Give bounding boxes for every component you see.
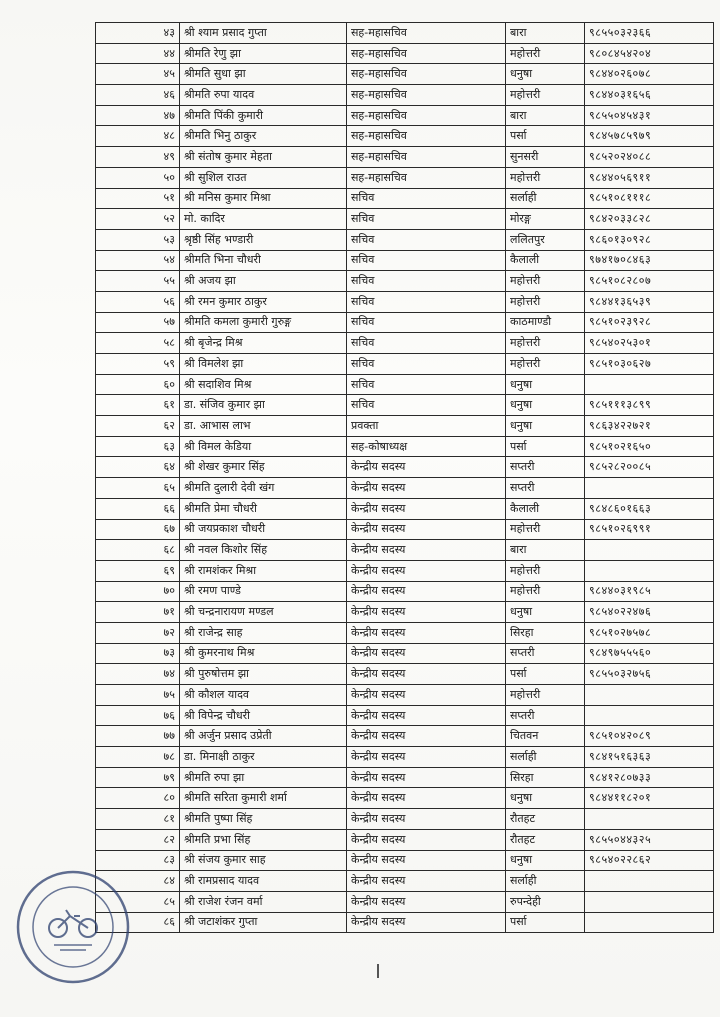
row-number: ७० (96, 581, 180, 602)
table-row (96, 540, 714, 561)
table-row (96, 23, 714, 44)
table-row (96, 747, 714, 768)
margin-mark (377, 964, 379, 978)
member-district: रौतहट (506, 829, 585, 850)
member-name: श्री अजय झा (180, 271, 347, 292)
row-number: ८४ (96, 871, 180, 892)
row-number: ५५ (96, 271, 180, 292)
row-number: ४८ (96, 126, 180, 147)
table-row (96, 891, 714, 912)
member-phone: ९८४४०३१९८५ (585, 581, 714, 602)
table-row (96, 250, 714, 271)
member-district: महोत्तरी (506, 333, 585, 354)
table-row (96, 395, 714, 416)
member-phone: ९८४८६०१६६३ (585, 498, 714, 519)
row-number: ६१ (96, 395, 180, 416)
table-row (96, 354, 714, 375)
table-row (96, 602, 714, 623)
member-district: सप्तरी (506, 457, 585, 478)
member-position: केन्द्रीय सदस्य (347, 829, 506, 850)
row-number: ८२ (96, 829, 180, 850)
member-district: महोत्तरी (506, 685, 585, 706)
member-district: महोत्तरी (506, 519, 585, 540)
member-district: महोत्तरी (506, 560, 585, 581)
member-district: सप्तरी (506, 705, 585, 726)
member-position: केन्द्रीय सदस्य (347, 912, 506, 933)
member-phone (585, 685, 714, 706)
member-name: श्रीमति सुधा झा (180, 64, 347, 85)
member-district: चितवन (506, 726, 585, 747)
member-name: श्री बृजेन्द्र मिश्र (180, 333, 347, 354)
member-position: सह-महासचिव (347, 43, 506, 64)
member-position: केन्द्रीय सदस्य (347, 705, 506, 726)
table-row (96, 188, 714, 209)
table-row (96, 622, 714, 643)
member-name: डा. मिनाक्षी ठाकुर (180, 747, 347, 768)
member-name: श्री सुशिल राउत (180, 167, 347, 188)
row-number: ५४ (96, 250, 180, 271)
member-name: श्रीमति रेणु झा (180, 43, 347, 64)
member-position: सचिव (347, 188, 506, 209)
member-district: धनुषा (506, 788, 585, 809)
member-position: केन्द्रीय सदस्य (347, 457, 506, 478)
table-row (96, 271, 714, 292)
row-number: ६० (96, 374, 180, 395)
member-phone: ९८४१५१६३६३ (585, 747, 714, 768)
member-position: सचिव (347, 209, 506, 230)
row-number: ७६ (96, 705, 180, 726)
member-name: श्री रमन कुमार ठाकुर (180, 291, 347, 312)
row-number: ४९ (96, 147, 180, 168)
table-row (96, 167, 714, 188)
member-district: कैलाली (506, 250, 585, 271)
member-district: पर्सा (506, 126, 585, 147)
member-district: सिरहा (506, 767, 585, 788)
member-position: सह-महासचिव (347, 85, 506, 106)
table-row (96, 829, 714, 850)
member-district: पर्सा (506, 664, 585, 685)
member-position: सचिव (347, 333, 506, 354)
row-number: ६७ (96, 519, 180, 540)
table-row (96, 457, 714, 478)
member-name: श्री कुमरनाथ मिश्र (180, 643, 347, 664)
member-name: श्री रामशंकर मिश्रा (180, 560, 347, 581)
member-name: श्री राजेश रंजन वर्मा (180, 891, 347, 912)
table-row (96, 64, 714, 85)
table-row (96, 416, 714, 437)
member-phone: ९८५१०२७५७८ (585, 622, 714, 643)
member-phone: ९८४४१३६५३९ (585, 291, 714, 312)
member-district: पर्सा (506, 912, 585, 933)
member-name: डा. संजिव कुमार झा (180, 395, 347, 416)
row-number: ८५ (96, 891, 180, 912)
row-number: ७५ (96, 685, 180, 706)
member-district: सप्तरी (506, 478, 585, 499)
member-name: श्रीमति भिनु ठाकुर (180, 126, 347, 147)
row-number: ७४ (96, 664, 180, 685)
row-number: ५२ (96, 209, 180, 230)
member-position: केन्द्रीय सदस्य (347, 622, 506, 643)
member-name: श्रीमति दुलारी देवी खंग (180, 478, 347, 499)
member-name: श्री शेखर कुमार सिंह (180, 457, 347, 478)
table-row (96, 147, 714, 168)
table-row (96, 850, 714, 871)
row-number: ७१ (96, 602, 180, 623)
member-position: सचिव (347, 395, 506, 416)
member-phone: ९८५१०२१६५० (585, 436, 714, 457)
member-name: श्रीमति रुपा झा (180, 767, 347, 788)
member-phone: ९८५४०२२८६२ (585, 850, 714, 871)
member-district: धनुषा (506, 850, 585, 871)
row-number: ७८ (96, 747, 180, 768)
member-name: श्रीमति पिंकी कुमारी (180, 105, 347, 126)
member-phone: ९८५१०८२८०७ (585, 271, 714, 292)
table-row (96, 705, 714, 726)
member-name: श्री अर्जुन प्रसाद उप्रेती (180, 726, 347, 747)
member-position: सह-महासचिव (347, 105, 506, 126)
member-phone: ९८५२८२००८५ (585, 457, 714, 478)
table-row (96, 809, 714, 830)
row-number: ५० (96, 167, 180, 188)
member-name: श्रीमति कमला कुमारी गुरुङ्ग (180, 312, 347, 333)
row-number: ७७ (96, 726, 180, 747)
row-number: ८१ (96, 809, 180, 830)
row-number: ६२ (96, 416, 180, 437)
member-district: महोत्तरी (506, 43, 585, 64)
table-row (96, 643, 714, 664)
row-number: ७२ (96, 622, 180, 643)
row-number: ५८ (96, 333, 180, 354)
member-position: केन्द्रीय सदस्य (347, 478, 506, 499)
member-position: सह-महासचिव (347, 23, 506, 44)
member-position: केन्द्रीय सदस्य (347, 809, 506, 830)
member-name: मो. कादिर (180, 209, 347, 230)
member-position: सह-महासचिव (347, 64, 506, 85)
member-phone: ९८५१०२६९९१ (585, 519, 714, 540)
member-position: केन्द्रीय सदस्य (347, 767, 506, 788)
table-row (96, 767, 714, 788)
row-number: ८३ (96, 850, 180, 871)
member-name: श्री विमल केडिया (180, 436, 347, 457)
member-district: महोत्तरी (506, 581, 585, 602)
member-phone (585, 374, 714, 395)
table-row (96, 788, 714, 809)
member-district: सिरहा (506, 622, 585, 643)
member-position: सह-महासचिव (347, 147, 506, 168)
row-number: ८० (96, 788, 180, 809)
member-district: सर्लाही (506, 188, 585, 209)
member-phone (585, 912, 714, 933)
table-row (96, 229, 714, 250)
member-position: सचिव (347, 374, 506, 395)
member-phone: ९८४४०३१६५६ (585, 85, 714, 106)
member-phone (585, 871, 714, 892)
table-row (96, 685, 714, 706)
member-position: केन्द्रीय सदस्य (347, 891, 506, 912)
member-name: डा. आभास लाभ (180, 416, 347, 437)
member-position: सह-महासचिव (347, 126, 506, 147)
table-row (96, 560, 714, 581)
member-table (95, 22, 714, 933)
table-row (96, 333, 714, 354)
member-name: श्री चन्द्रनारायण मण्डल (180, 602, 347, 623)
member-phone: ९८५१०४२०८९ (585, 726, 714, 747)
member-position: केन्द्रीय सदस्य (347, 788, 506, 809)
table-row (96, 871, 714, 892)
member-district: महोत्तरी (506, 354, 585, 375)
member-district: सर्लाही (506, 871, 585, 892)
member-position: केन्द्रीय सदस्य (347, 747, 506, 768)
member-position: केन्द्रीय सदस्य (347, 540, 506, 561)
member-phone: ९८५२०२४०८८ (585, 147, 714, 168)
party-seal-stamp (14, 868, 132, 986)
table-row (96, 312, 714, 333)
member-phone: ९७४१७०८४६३ (585, 250, 714, 271)
member-phone: ९८५५०४५४३१ (585, 105, 714, 126)
row-number: ५३ (96, 229, 180, 250)
member-phone: ९८४१२८०७३३ (585, 767, 714, 788)
table-row (96, 498, 714, 519)
member-district: धनुषा (506, 395, 585, 416)
member-phone: ९८५१११३८९९ (585, 395, 714, 416)
row-number: ४३ (96, 23, 180, 44)
member-position: केन्द्रीय सदस्य (347, 643, 506, 664)
member-district: सर्लाही (506, 747, 585, 768)
member-phone: ९८०८४५४२०४ (585, 43, 714, 64)
row-number: ५६ (96, 291, 180, 312)
member-position: सचिव (347, 312, 506, 333)
member-position: सचिव (347, 271, 506, 292)
member-position: केन्द्रीय सदस्य (347, 664, 506, 685)
member-name: श्री राजेन्द्र साह (180, 622, 347, 643)
member-phone: ९८५१०३०६२७ (585, 354, 714, 375)
member-name: श्रीमति रुपा यादव (180, 85, 347, 106)
member-name: श्री जयप्रकाश चौधरी (180, 519, 347, 540)
member-name: श्री रामप्रसाद यादव (180, 871, 347, 892)
member-position: सचिव (347, 354, 506, 375)
member-phone: ९८५४०२५३०१ (585, 333, 714, 354)
member-position: केन्द्रीय सदस्य (347, 560, 506, 581)
member-name: श्री पुरुषोत्तम झा (180, 664, 347, 685)
table-row (96, 478, 714, 499)
member-district: महोत्तरी (506, 271, 585, 292)
member-name: श्रीमति प्रभा सिंह (180, 829, 347, 850)
table-row (96, 726, 714, 747)
table-row (96, 374, 714, 395)
member-phone (585, 560, 714, 581)
member-district: काठमाण्डौ (506, 312, 585, 333)
table-row (96, 85, 714, 106)
table-row (96, 291, 714, 312)
row-number: ४७ (96, 105, 180, 126)
member-position: प्रवक्ता (347, 416, 506, 437)
member-name: श्री श्याम प्रसाद गुप्ता (180, 23, 347, 44)
row-number: ६५ (96, 478, 180, 499)
member-phone: ९८५१०८१११८ (585, 188, 714, 209)
member-position: केन्द्रीय सदस्य (347, 871, 506, 892)
member-position: केन्द्रीय सदस्य (347, 519, 506, 540)
member-name: श्री विपेन्द्र चौधरी (180, 705, 347, 726)
table-row (96, 912, 714, 933)
member-phone: ९८४४११८२०१ (585, 788, 714, 809)
member-name: श्रीमति सरिता कुमारी शर्मा (180, 788, 347, 809)
member-district: महोत्तरी (506, 167, 585, 188)
member-district: महोत्तरी (506, 85, 585, 106)
table-row (96, 581, 714, 602)
row-number: ६८ (96, 540, 180, 561)
member-table-body (96, 23, 714, 933)
member-district: ललितपुर (506, 229, 585, 250)
member-phone: ९८५५०४४३२५ (585, 829, 714, 850)
member-name: श्री विमलेश झा (180, 354, 347, 375)
row-number: ६९ (96, 560, 180, 581)
member-position: सह-महासचिव (347, 167, 506, 188)
member-phone (585, 540, 714, 561)
member-position: केन्द्रीय सदस्य (347, 726, 506, 747)
member-position: केन्द्रीय सदस्य (347, 498, 506, 519)
member-position: सचिव (347, 250, 506, 271)
table-row (96, 126, 714, 147)
member-phone: ९८४४०२६०७८ (585, 64, 714, 85)
table-row (96, 436, 714, 457)
member-position: केन्द्रीय सदस्य (347, 602, 506, 623)
member-district: धनुषा (506, 374, 585, 395)
table-row (96, 105, 714, 126)
row-number: ७९ (96, 767, 180, 788)
member-phone: ९८४२०३३८२८ (585, 209, 714, 230)
member-position: सह-कोषाध्यक्ष (347, 436, 506, 457)
member-district: बारा (506, 540, 585, 561)
member-district: रुपन्देही (506, 891, 585, 912)
member-name: श्रीमति भिना चौधरी (180, 250, 347, 271)
member-district: धनुषा (506, 64, 585, 85)
row-number: ६३ (96, 436, 180, 457)
member-name: श्रीमति प्रेमा चौधरी (180, 498, 347, 519)
member-name: श्रीमति पुष्पा सिंह (180, 809, 347, 830)
member-name: श्री कौशल यादव (180, 685, 347, 706)
member-phone: ९८६३४२२७२१ (585, 416, 714, 437)
member-name: श्री सदाशिव मिश्र (180, 374, 347, 395)
member-name: श्री मनिस कुमार मिश्रा (180, 188, 347, 209)
table-row (96, 209, 714, 230)
table-row (96, 519, 714, 540)
member-district: पर्सा (506, 436, 585, 457)
member-position: केन्द्रीय सदस्य (347, 685, 506, 706)
member-district: सप्तरी (506, 643, 585, 664)
member-name: श्रृष्ठी सिंह भण्डारी (180, 229, 347, 250)
member-phone (585, 891, 714, 912)
member-name: श्री नवल किशोर सिंह (180, 540, 347, 561)
member-phone: ९८४९७५५५६० (585, 643, 714, 664)
member-phone (585, 705, 714, 726)
member-phone (585, 809, 714, 830)
member-phone: ९८४५७८५९७९ (585, 126, 714, 147)
row-number: ४४ (96, 43, 180, 64)
member-name: श्री संतोष कुमार मेहता (180, 147, 347, 168)
member-district: धनुषा (506, 416, 585, 437)
member-name: श्री संजय कुमार साह (180, 850, 347, 871)
row-number: ५१ (96, 188, 180, 209)
member-phone: ९८५४०२२४७६ (585, 602, 714, 623)
member-district: बारा (506, 23, 585, 44)
row-number: ७३ (96, 643, 180, 664)
member-position: सचिव (347, 229, 506, 250)
member-phone: ९८५५०३२७५६ (585, 664, 714, 685)
table-row (96, 43, 714, 64)
member-district: धनुषा (506, 602, 585, 623)
member-name: श्री रमण पाण्डे (180, 581, 347, 602)
member-phone: ९८५१०२३९२८ (585, 312, 714, 333)
member-phone: ९८५५०३२३६६ (585, 23, 714, 44)
member-position: केन्द्रीय सदस्य (347, 581, 506, 602)
member-district: बारा (506, 105, 585, 126)
member-district: सुनसरी (506, 147, 585, 168)
member-phone: ९८६०१३०९२८ (585, 229, 714, 250)
member-phone: ९८४४०५६९११ (585, 167, 714, 188)
member-phone (585, 478, 714, 499)
member-district: मोरङ्ग (506, 209, 585, 230)
table-row (96, 664, 714, 685)
member-position: केन्द्रीय सदस्य (347, 850, 506, 871)
row-number: ६६ (96, 498, 180, 519)
member-district: महोत्तरी (506, 291, 585, 312)
member-position: सचिव (347, 291, 506, 312)
member-district: कैलाली (506, 498, 585, 519)
row-number: ५७ (96, 312, 180, 333)
row-number: ४६ (96, 85, 180, 106)
member-name: श्री जटाशंकर गुप्ता (180, 912, 347, 933)
row-number: ८६ (96, 912, 180, 933)
row-number: ४५ (96, 64, 180, 85)
row-number: ५९ (96, 354, 180, 375)
row-number: ६४ (96, 457, 180, 478)
member-district: रौतहट (506, 809, 585, 830)
